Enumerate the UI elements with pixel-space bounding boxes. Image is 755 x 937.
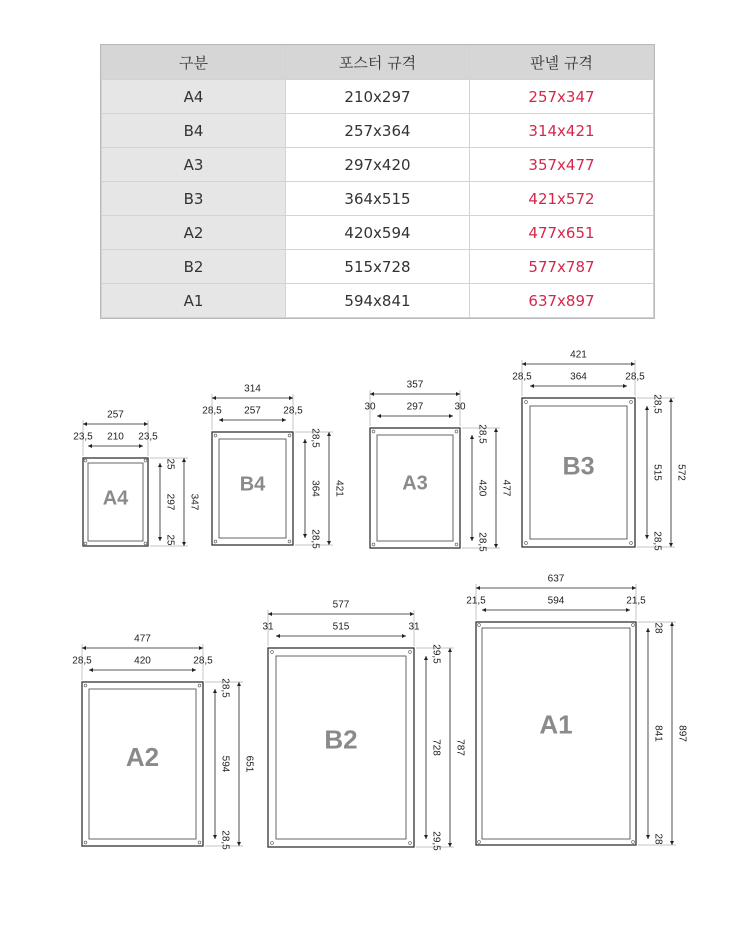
outer-width-value: 257 <box>107 409 124 421</box>
frame-diagram-b4 <box>202 384 344 550</box>
poster-width-dim-arrow-left <box>530 384 534 388</box>
top-margin-value: 25 <box>164 458 176 470</box>
side-left-value: 30 <box>364 401 376 413</box>
bottom-margin-value: 29,5 <box>430 831 442 851</box>
outer-width-dim-arrow-right <box>144 422 148 426</box>
outer-width-dim-arrow-right <box>289 396 293 400</box>
outer-height-dim-arrow-down <box>494 544 498 548</box>
poster-width-dim-arrow-right <box>139 444 143 448</box>
side-left-value: 31 <box>262 621 274 633</box>
outer-height-value: 347 <box>188 493 200 511</box>
poster-height-value: 594 <box>219 755 231 773</box>
poster-height-dim-arrow-up <box>646 628 650 632</box>
poster-width-dim-arrow-left <box>276 634 280 638</box>
outer-width-value: 477 <box>134 633 151 645</box>
poster-width-value: 210 <box>107 431 124 443</box>
row-name: B2 <box>102 250 286 284</box>
outer-height-dim-arrow-down <box>669 543 673 547</box>
poster-width-dim-arrow-left <box>88 444 92 448</box>
side-right-value: 31 <box>408 621 420 633</box>
frame-diagram-b2 <box>262 600 465 852</box>
row-name: A4 <box>102 80 286 114</box>
poster-height-dim-arrow-down <box>646 835 650 839</box>
panel-size: 314x421 <box>470 114 654 148</box>
outer-width-value: 314 <box>244 383 261 395</box>
poster-height-dim-arrow-up <box>470 435 474 439</box>
side-right-value: 28,5 <box>283 405 303 417</box>
panel-size: 637x897 <box>470 284 654 318</box>
size-label: B2 <box>324 724 358 755</box>
outer-height-value: 421 <box>333 480 345 497</box>
poster-height-value: 364 <box>309 480 321 497</box>
poster-height-dim-arrow-up <box>158 463 162 467</box>
side-right-value: 23,5 <box>138 431 158 443</box>
poster-size: 297x420 <box>286 148 470 182</box>
side-left-value: 28,5 <box>202 405 222 417</box>
top-margin-value: 29,5 <box>430 644 442 664</box>
top-margin-value: 28,5 <box>476 424 488 444</box>
outer-height-dim-arrow-up <box>237 682 241 686</box>
frame-diagram-a3 <box>364 380 511 553</box>
side-left-value: 23,5 <box>73 431 93 443</box>
bottom-margin-value: 25 <box>164 534 176 546</box>
poster-width-dim-arrow-right <box>449 414 453 418</box>
poster-width-dim-arrow-right <box>402 634 406 638</box>
outer-width-value: 637 <box>547 573 565 585</box>
frame-diagram-b3 <box>512 350 686 552</box>
panel-size: 477x651 <box>470 216 654 250</box>
row-name: A3 <box>102 148 286 182</box>
top-margin-value: 28 <box>652 622 664 634</box>
outer-height-dim-arrow-up <box>327 432 331 436</box>
outer-height-value: 572 <box>675 464 687 481</box>
outer-height-dim-arrow-up <box>669 398 673 402</box>
outer-height-dim-arrow-up <box>494 428 498 432</box>
row-name: B3 <box>102 182 286 216</box>
outer-height-dim-arrow-up <box>448 648 452 652</box>
poster-size: 420x594 <box>286 216 470 250</box>
poster-height-dim-arrow-down <box>158 537 162 541</box>
bottom-margin-value: 28,5 <box>476 532 488 552</box>
frame-diagram-a4 <box>73 410 199 546</box>
size-label: A2 <box>125 741 160 772</box>
side-left-value: 21,5 <box>466 595 486 607</box>
poster-height-value: 728 <box>430 739 442 756</box>
size-label: B4 <box>239 473 266 496</box>
poster-size: 364x515 <box>286 182 470 216</box>
outer-width-dim-arrow-left <box>522 362 526 366</box>
top-margin-value: 28,5 <box>651 394 663 414</box>
row-name: A2 <box>102 216 286 250</box>
outer-height-dim-arrow-up <box>182 458 186 462</box>
outer-height-value: 897 <box>676 725 688 742</box>
poster-width-dim-arrow-right <box>626 608 630 612</box>
side-left-value: 28,5 <box>72 655 92 667</box>
row-name: A1 <box>102 284 286 318</box>
header-panel-size: 판넬 규격 <box>470 46 654 80</box>
poster-height-dim-arrow-down <box>303 534 307 538</box>
outer-width-dim-arrow-left <box>83 422 87 426</box>
poster-width-value: 257 <box>244 405 261 417</box>
poster-height-dim-arrow-up <box>424 656 428 660</box>
panel-size: 357x477 <box>470 148 654 182</box>
poster-height-dim-arrow-down <box>213 835 217 839</box>
poster-width-value: 297 <box>406 401 424 413</box>
panel-size: 577x787 <box>470 250 654 284</box>
header-poster-size: 포스터 규격 <box>286 46 470 80</box>
frame-diagram-a2 <box>72 634 254 851</box>
outer-width-dim-arrow-left <box>82 646 86 650</box>
poster-width-dim-arrow-left <box>377 414 381 418</box>
poster-size: 515x728 <box>286 250 470 284</box>
outer-width-dim-arrow-right <box>632 586 636 590</box>
poster-height-value: 297 <box>164 493 176 511</box>
poster-width-dim-arrow-right <box>282 418 286 422</box>
poster-width-value: 594 <box>547 595 565 607</box>
side-right-value: 28,5 <box>625 371 645 383</box>
poster-width-dim-arrow-left <box>482 608 486 612</box>
poster-width-dim-arrow-right <box>192 668 196 672</box>
poster-height-dim-arrow-up <box>213 689 217 693</box>
outer-width-dim-arrow-left <box>476 586 480 590</box>
bottom-margin-value: 28,5 <box>219 830 231 850</box>
bottom-margin-value: 28 <box>652 833 664 845</box>
outer-height-dim-arrow-down <box>237 842 241 846</box>
outer-width-dim-arrow-left <box>370 392 374 396</box>
poster-height-dim-arrow-down <box>645 535 649 539</box>
poster-height-dim-arrow-up <box>303 439 307 443</box>
outer-height-dim-arrow-down <box>327 541 331 545</box>
outer-width-value: 577 <box>332 599 350 611</box>
poster-width-value: 420 <box>134 655 151 667</box>
poster-width-value: 364 <box>570 371 587 383</box>
header-category: 구분 <box>102 46 286 80</box>
outer-width-dim-arrow-right <box>199 646 203 650</box>
poster-size: 594x841 <box>286 284 470 318</box>
size-label: A3 <box>402 472 428 495</box>
side-left-value: 28,5 <box>512 371 532 383</box>
outer-height-value: 651 <box>243 755 255 773</box>
outer-width-value: 421 <box>570 349 587 361</box>
outer-width-value: 357 <box>406 379 424 391</box>
outer-width-dim-arrow-left <box>268 612 272 616</box>
poster-width-dim-arrow-left <box>219 418 223 422</box>
outer-width-dim-arrow-right <box>410 612 414 616</box>
size-label: A4 <box>102 487 129 510</box>
top-margin-value: 28,5 <box>309 428 321 448</box>
poster-height-value: 420 <box>476 479 488 497</box>
poster-size: 210x297 <box>286 80 470 114</box>
row-name: B4 <box>102 114 286 148</box>
outer-height-value: 787 <box>454 739 466 756</box>
poster-height-value: 841 <box>652 725 664 742</box>
side-right-value: 21,5 <box>626 595 646 607</box>
outer-height-value: 477 <box>500 479 512 497</box>
poster-height-dim-arrow-down <box>424 835 428 839</box>
side-right-value: 30 <box>454 401 466 413</box>
frame-diagram-a1 <box>466 574 687 845</box>
poster-width-value: 515 <box>332 621 350 633</box>
outer-width-dim-arrow-right <box>631 362 635 366</box>
outer-width-dim-arrow-left <box>212 396 216 400</box>
size-label: A1 <box>539 709 573 740</box>
bottom-margin-value: 28,5 <box>651 531 663 551</box>
poster-width-dim-arrow-right <box>623 384 627 388</box>
poster-height-dim-arrow-down <box>470 537 474 541</box>
size-label: B3 <box>562 452 595 481</box>
top-margin-value: 28,5 <box>219 678 231 698</box>
bottom-margin-value: 28,5 <box>309 529 321 549</box>
outer-height-dim-arrow-down <box>182 542 186 546</box>
outer-height-dim-arrow-up <box>670 622 674 626</box>
outer-width-dim-arrow-right <box>456 392 460 396</box>
outer-height-dim-arrow-down <box>448 843 452 847</box>
poster-size: 257x364 <box>286 114 470 148</box>
outer-height-dim-arrow-down <box>670 841 674 845</box>
panel-size: 257x347 <box>470 80 654 114</box>
poster-height-dim-arrow-up <box>645 406 649 410</box>
poster-width-dim-arrow-left <box>89 668 93 672</box>
panel-size: 421x572 <box>470 182 654 216</box>
poster-height-value: 515 <box>651 464 663 481</box>
side-right-value: 28,5 <box>193 655 213 667</box>
